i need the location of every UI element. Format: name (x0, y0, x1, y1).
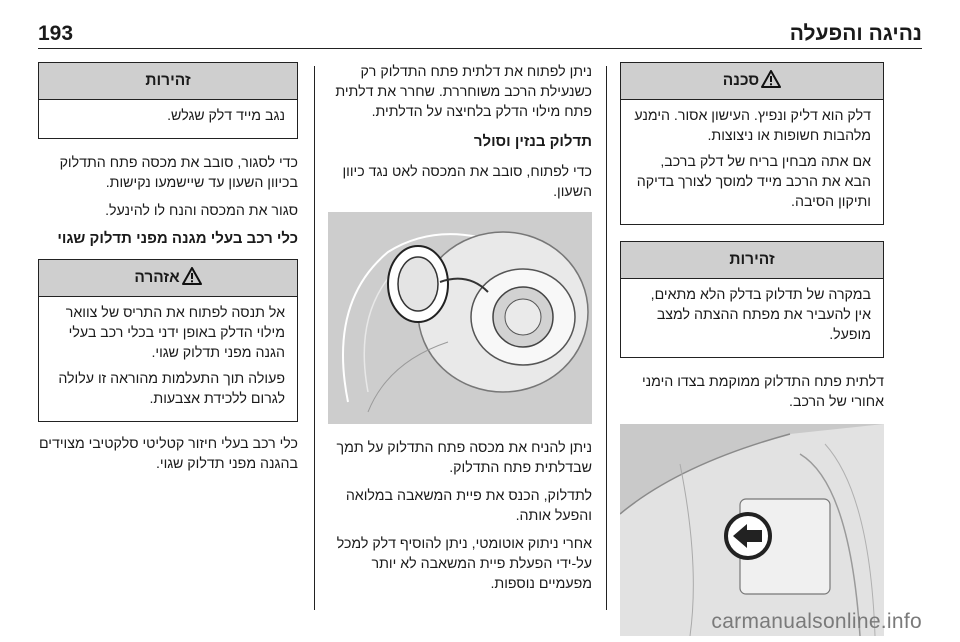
danger-paragraph: אם אתה מבחין בריח של דלק ברכב, הבא את הרכב מייד למוסך לצורך בדיקה ותיקון הסיבה. (636, 154, 871, 210)
middle-column (328, 62, 592, 602)
warning-triangle-icon (761, 66, 781, 102)
cap-holder-paragraph: ניתן להניח את מכסה פתח התדלוק על תמך שבדלתית פתח התדלוק. (336, 440, 592, 476)
caution-box-header: זהירות (621, 242, 883, 279)
caution-box (620, 241, 884, 358)
fuel-cap-figure (328, 212, 592, 424)
column-divider (606, 66, 607, 610)
column-divider (314, 66, 315, 610)
caution-paragraph: במקרה של תדלוק בדלק הלא מתאים, אין להעביר את מפתח ההצתה למצב מופעל. (650, 287, 871, 343)
caution-paragraph: נגב מייד דלק שגלש. (167, 108, 285, 124)
scr-paragraph: כלי רכב בעלי חיזור קטליטי סלקטיבי מצוידים בהגנה מפני תדלוק שגוי. (38, 436, 298, 472)
caution-box (38, 62, 298, 139)
watermark: carmanualsonline.info (711, 610, 922, 633)
warning-box-title: אזהרה (134, 269, 180, 286)
fuel-cap-illustration (328, 212, 592, 424)
warning-paragraph: פעולה תוך התעלמות מהוראה זו עלולה לגרום ללכידת אצבעות. (58, 371, 285, 407)
left-column (38, 62, 298, 482)
close-cap-paragraph: כדי לסגור, סובב את מכסה פתח התדלוק בכיוון השעון עד שיישמעו נקישות. (59, 155, 298, 191)
warning-box (38, 259, 298, 422)
danger-box (620, 62, 884, 225)
close-lid-paragraph: סגור את המכסה והנח לו להינעל. (105, 203, 298, 219)
page-number: 193 (38, 22, 74, 45)
warning-paragraph: אל תנסה לפתוח את התריס של צוואר מילוי הדלק באופן ידני בכלי רכב בעלי הגנה מפני תדלוק שגוי. (65, 305, 285, 361)
danger-box-header (621, 63, 883, 100)
section-title: נהיגה והפעלה (789, 22, 922, 45)
danger-paragraph: דלק הוא דליק ונפיץ. העישון אסור. הימנע מלהבות חשופות או ניצוצות. (634, 108, 871, 144)
header-divider (38, 48, 922, 49)
warning-box-header (39, 260, 297, 297)
topup-paragraph: אחרי ניתוק אוטומטי, ניתן להוסיף דלק למכל על-ידי הפעלת פיית המשאבה לא יותר מפעמיים נוספות. (336, 536, 592, 592)
warning-triangle-icon (182, 263, 202, 299)
fuel-section-heading: תדלוק בנזין וסולר (473, 133, 592, 150)
fuel-door-location-text: דלתית פתח התדלוק ממוקמת בצדו הימני אחורי של הרכב. (641, 374, 884, 410)
open-cap-paragraph: כדי לפתוח, סובב את המכסה לאט נגד כיוון השעון. (342, 164, 592, 200)
fuel-door-arrow-icon (726, 514, 770, 558)
car-rear-illustration (620, 424, 884, 636)
fuel-door-figure (620, 424, 884, 636)
right-column (620, 62, 884, 636)
unlock-paragraph: ניתן לפתוח את דלתית פתח התדלוק רק כשנעילת הרכב משוחררת. שחרר את דלתית פתח מילוי הדלק בלחיצה על הדלתית. (335, 64, 592, 120)
caution-box-header: זהירות (39, 63, 297, 100)
insert-nozzle-paragraph: לתדלוק, הכנס את פיית המשאבה במלואה והפעל אותה. (345, 488, 592, 524)
danger-box-title: סכנה (722, 72, 760, 89)
misfuel-heading: כלי רכב בעלי מגנה מפני תדלוק שגוי (57, 230, 298, 247)
